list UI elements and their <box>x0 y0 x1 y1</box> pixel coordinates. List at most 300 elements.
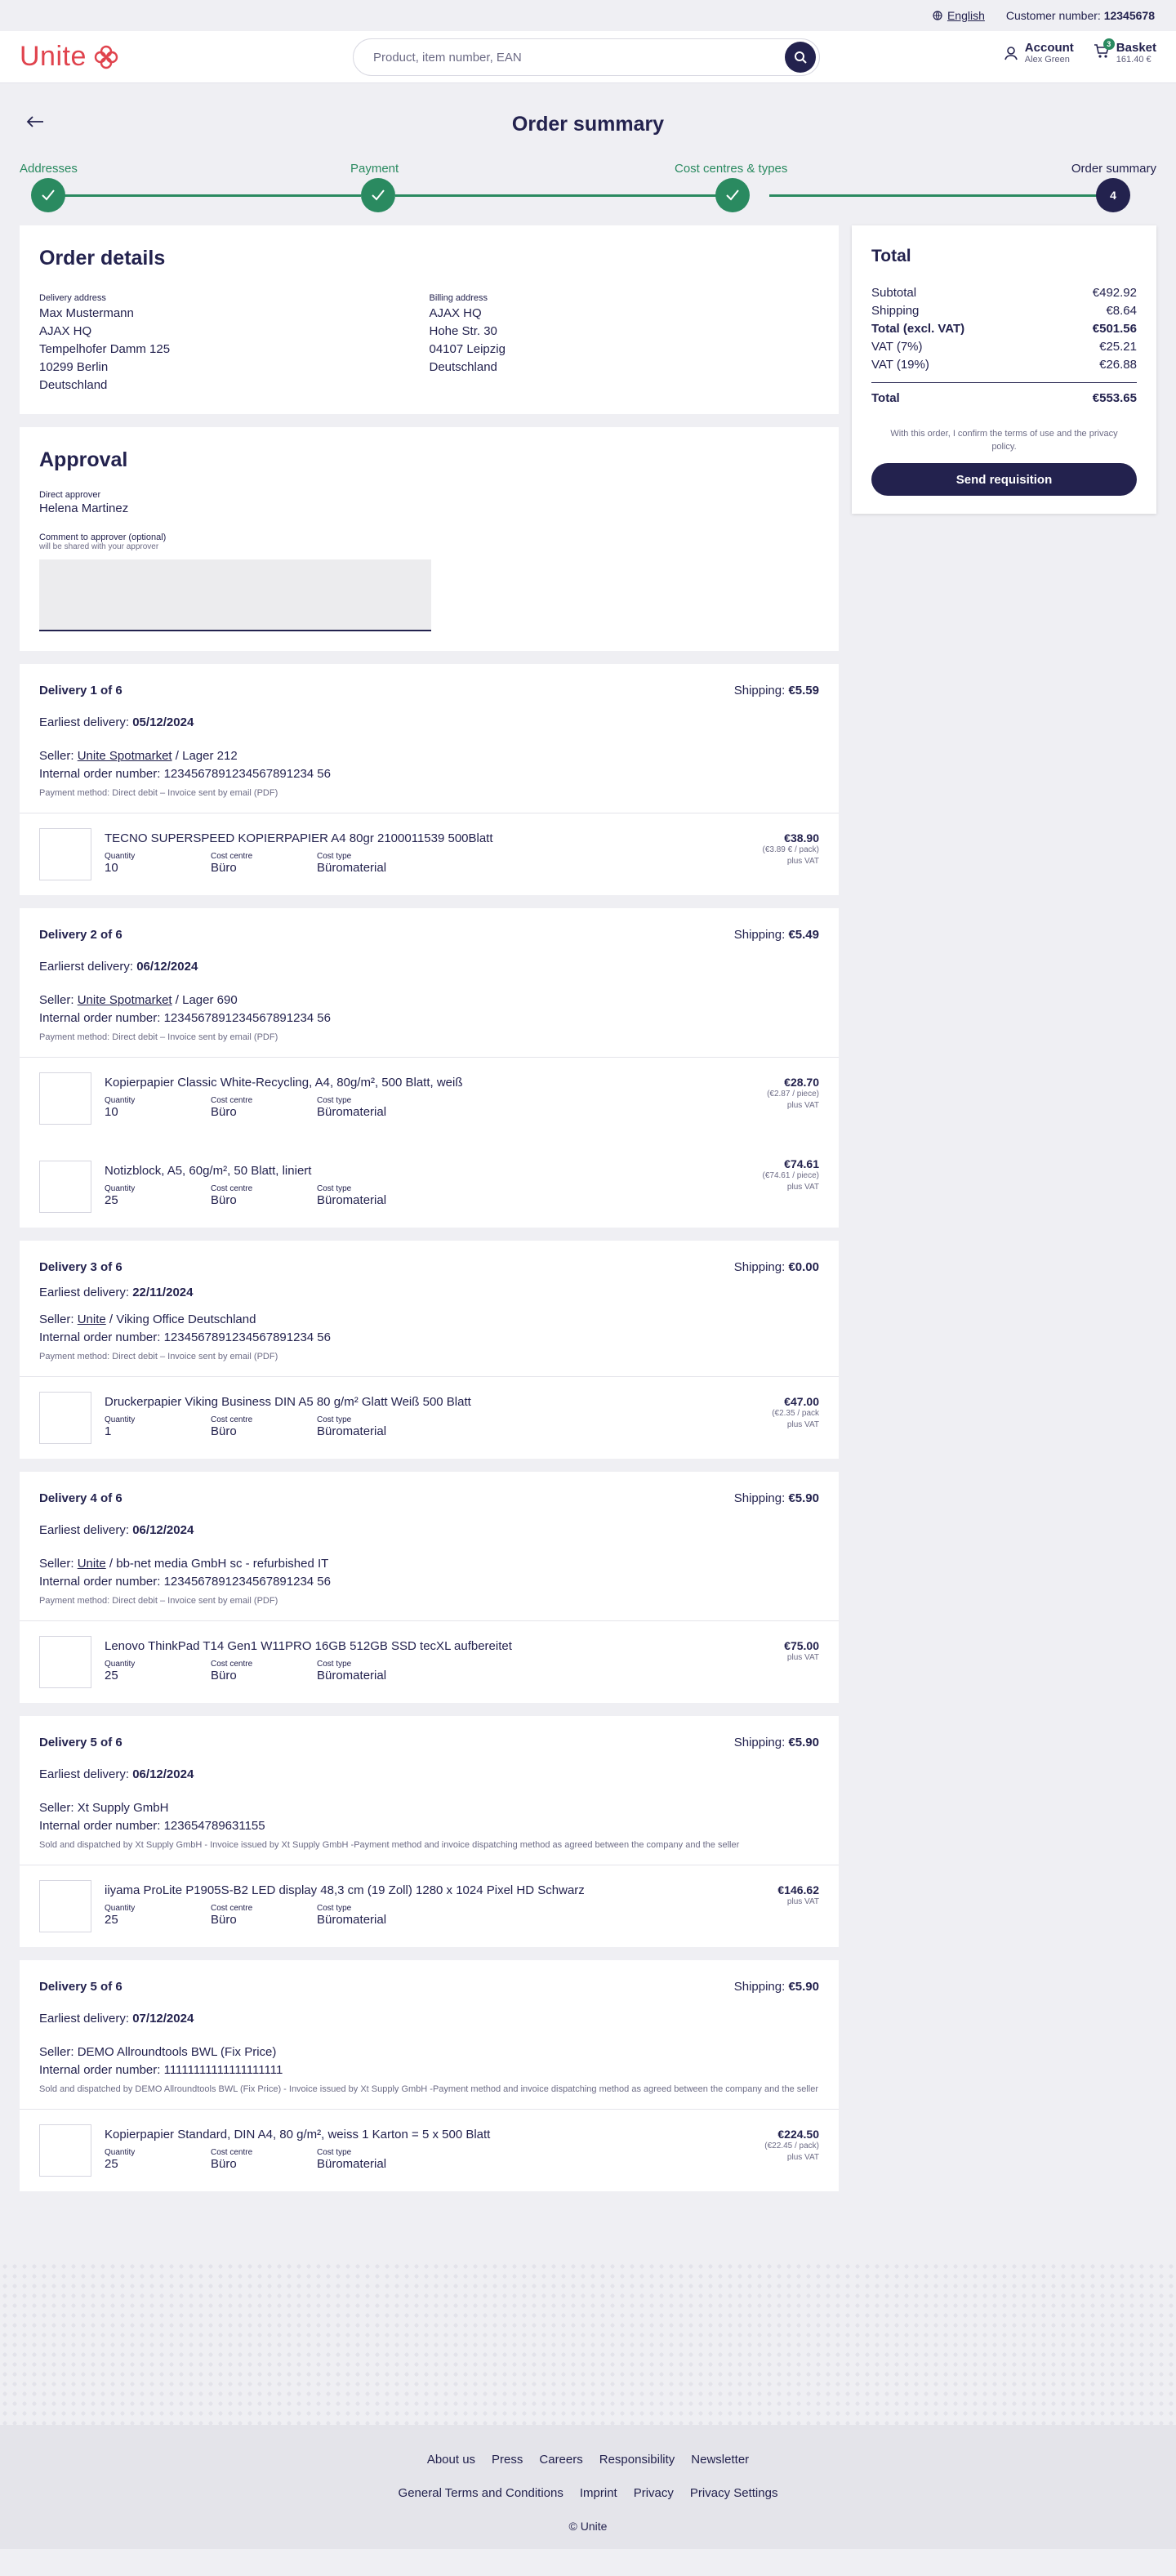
internal-order-number <box>39 1009 819 1027</box>
step-label-payment[interactable]: Payment <box>350 162 399 176</box>
quantity-label: Quantity <box>105 1660 136 1669</box>
internal-order-number <box>39 765 819 783</box>
basket-label: Basket <box>1116 41 1156 55</box>
product-name[interactable]: Druckerpapier Viking Business DIN A5 80 g/m² Glatt Weiß 500 Blatt <box>105 1395 471 1409</box>
cost-centre-field <box>211 1904 317 1927</box>
price-unit: (€2.35 / pack <box>772 1409 819 1418</box>
basket-count-badge: 3 <box>1103 38 1115 50</box>
shipping-label: Shipping: <box>733 1260 786 1274</box>
quantity-field <box>105 1660 211 1682</box>
page-title: Order summary <box>511 113 665 136</box>
seller-label: Seller: <box>39 1801 74 1815</box>
price-vat-note: plus VAT <box>786 1183 819 1192</box>
price-total: €75.00 <box>784 1639 819 1652</box>
cost-type-value: Büromaterial <box>317 1193 387 1207</box>
footer-link[interactable]: About us <box>426 2453 476 2467</box>
address-line: AJAX HQ <box>429 306 482 320</box>
price-unit: (€3.89 € / pack) <box>762 845 819 854</box>
price-vat-note: plus VAT <box>786 857 819 866</box>
total-label: VAT (7%) <box>871 340 923 354</box>
internal-order-label: Internal order number: <box>39 2063 161 2077</box>
arrow-left-icon <box>26 116 44 127</box>
cost-centre-label: Cost centre <box>211 1184 253 1193</box>
order-item <box>20 1621 839 1703</box>
shipping-value: €5.59 <box>788 684 819 697</box>
earliest-date: 07/12/2024 <box>132 2012 194 2026</box>
item-attributes <box>105 1415 471 1438</box>
cost-centre-field <box>211 852 317 875</box>
cost-type-label: Cost type <box>317 1184 352 1193</box>
item-attributes <box>105 2148 490 2171</box>
user-icon <box>1004 46 1018 60</box>
delivery-header <box>20 1241 839 1377</box>
basket-button[interactable] <box>1094 41 1156 65</box>
send-requisition-button[interactable]: Send requisition <box>871 463 1137 496</box>
internal-order-label: Internal order number: <box>39 767 161 781</box>
delivery-card <box>20 908 839 1228</box>
total-value: €492.92 <box>1092 286 1137 300</box>
cost-centre-value: Büro <box>211 1105 237 1119</box>
internal-order-number <box>39 1817 819 1835</box>
deliveries-list <box>20 664 839 2191</box>
cost-type-field <box>317 1096 423 1119</box>
approval-card <box>20 427 839 651</box>
grand-total-row <box>871 382 1137 408</box>
footer-link[interactable]: Privacy Settings <box>689 2486 778 2500</box>
cost-centre-value: Büro <box>211 2157 237 2171</box>
cost-centre-value: Büro <box>211 1669 237 1682</box>
shipping-label: Shipping: <box>733 1980 786 1994</box>
search-button[interactable] <box>785 42 816 73</box>
internal-order-label: Internal order number: <box>39 1330 161 1344</box>
seller-link[interactable]: Unite <box>77 1557 106 1571</box>
cost-type-value: Büromaterial <box>317 1105 387 1119</box>
cost-type-value: Büromaterial <box>317 1669 387 1682</box>
approver-name: Helena Martinez <box>39 501 129 515</box>
item-info <box>105 828 493 880</box>
cost-type-value: Büromaterial <box>317 1913 387 1927</box>
total-label: VAT (19%) <box>871 358 929 372</box>
utility-bar <box>0 0 1176 31</box>
cost-type-label: Cost type <box>317 1415 352 1424</box>
seller-name: Xt Supply GmbH <box>77 1801 169 1815</box>
quantity-value: 25 <box>105 1193 118 1207</box>
earliest-label: Earliest delivery: <box>39 1767 130 1781</box>
delivery-address <box>39 293 430 394</box>
item-attributes <box>105 1660 512 1682</box>
payment-method-note: Payment method: Direct debit – Invoice sent by email (PDF) <box>39 1032 278 1042</box>
step-label-order-summary: Order summary <box>1071 162 1156 176</box>
cost-type-value: Büromaterial <box>317 1424 387 1438</box>
delivery-card <box>20 1960 839 2191</box>
total-value: €8.64 <box>1106 304 1137 318</box>
shipping-value: €5.49 <box>788 928 819 942</box>
delivery-title-row <box>39 1736 819 1749</box>
price-total: €146.62 <box>777 1883 819 1896</box>
internal-order-label: Internal order number: <box>39 1819 161 1833</box>
delivery-title: Delivery 5 of 6 <box>39 1980 122 1994</box>
footer-link[interactable]: Imprint <box>579 2486 617 2500</box>
step-addresses-done[interactable] <box>31 178 65 212</box>
earliest-label: Earlierst delivery: <box>39 960 134 974</box>
earliest-delivery <box>39 715 819 729</box>
billing-address-label: Billing address <box>429 293 488 303</box>
site-header <box>0 31 1176 83</box>
quantity-value: 10 <box>105 1105 118 1119</box>
item-attributes <box>105 1904 585 1927</box>
delivery-title: Delivery 3 of 6 <box>39 1260 122 1274</box>
order-details-title: Order details <box>39 247 166 270</box>
item-info <box>105 1392 471 1444</box>
item-price <box>763 831 819 867</box>
footer-link[interactable]: General Terms and Conditions <box>398 2486 564 2500</box>
internal-order-value: 123654789631155 <box>163 1819 265 1833</box>
check-icon <box>42 189 55 201</box>
cost-centre-label: Cost centre <box>211 1096 253 1105</box>
item-info <box>105 1161 423 1213</box>
quantity-value: 10 <box>105 861 118 875</box>
basket-total: 161.40 € <box>1116 55 1152 65</box>
internal-order-value: 1234567891234567891234 56 <box>163 1330 331 1344</box>
seller-line <box>39 1555 819 1573</box>
logo-icon <box>93 44 119 70</box>
delivery-header <box>20 1960 839 2110</box>
approval-title: Approval <box>39 448 128 471</box>
footer-pattern <box>0 2262 1176 2425</box>
internal-order-number <box>39 1573 819 1591</box>
earliest-date: 05/12/2024 <box>132 715 194 729</box>
order-item <box>20 1865 839 1947</box>
cost-type-value: Büromaterial <box>317 2157 387 2171</box>
earliest-date: 06/12/2024 <box>136 960 198 974</box>
item-price <box>772 1395 819 1431</box>
search-placeholder: Product, item number, EAN <box>373 50 522 65</box>
address-line: Max Mustermann <box>39 306 134 320</box>
footer-link[interactable]: Privacy <box>633 2486 674 2500</box>
payment-method-note: Sold and dispatched by Xt Supply GmbH - Invoice issued by Xt Supply GmbH -Payment method and invoice dispatching method as agreed between the company and the seller <box>39 1840 740 1850</box>
cost-type-label: Cost type <box>317 1096 352 1105</box>
cost-type-field <box>317 1415 423 1438</box>
seller-name: DEMO Allroundtools BWL (Fix Price) <box>77 2045 277 2059</box>
seller-link[interactable]: Unite <box>77 1313 106 1326</box>
order-item <box>20 813 839 895</box>
total-value: €26.88 <box>1099 358 1137 372</box>
step-connector <box>769 194 1112 197</box>
checkout-stepper <box>20 162 1156 225</box>
earliest-delivery <box>39 1286 819 1299</box>
cost-type-field <box>317 2148 423 2171</box>
grand-total-label: Total <box>871 391 900 405</box>
total-label: Subtotal <box>871 286 917 300</box>
price-unit: (€74.61 / piece) <box>762 1171 819 1180</box>
product-name[interactable]: Lenovo ThinkPad T14 Gen1 W11PRO 16GB 512GB SSD tecXL aufbereitet <box>105 1639 512 1653</box>
quantity-field <box>105 1096 211 1119</box>
item-price <box>763 1157 820 1193</box>
delivery-shipping <box>734 1980 819 1994</box>
seller-name: / Lager 690 <box>172 993 238 1007</box>
delivery-shipping <box>734 928 819 942</box>
delivery-header <box>20 664 839 813</box>
order-item <box>20 1058 839 1139</box>
price-total: €47.00 <box>784 1395 819 1408</box>
item-info <box>105 1880 585 1932</box>
delivery-title: Delivery 5 of 6 <box>39 1736 122 1749</box>
seller-line <box>39 747 819 765</box>
seller-line <box>39 992 819 1009</box>
address-line: Tempelhofer Damm 125 <box>39 342 171 356</box>
quantity-value: 25 <box>105 1913 118 1927</box>
product-image[interactable] <box>39 1392 91 1444</box>
address-line: 10299 Berlin <box>39 360 109 374</box>
delivery-header <box>20 1472 839 1621</box>
delivery-title-row <box>39 1260 819 1274</box>
approver-label: Direct approver <box>39 490 101 500</box>
logo[interactable] <box>20 41 119 73</box>
seller-link[interactable]: Unite Spotmarket <box>77 993 172 1007</box>
product-image[interactable] <box>39 828 91 880</box>
footer-link[interactable]: Responsibility <box>599 2453 675 2467</box>
order-item <box>20 1377 839 1459</box>
cost-centre-field <box>211 1660 317 1682</box>
cost-centre-label: Cost centre <box>211 1415 253 1424</box>
quantity-field <box>105 1184 211 1207</box>
cost-type-label: Cost type <box>317 852 352 861</box>
address-line: AJAX HQ <box>39 324 92 338</box>
delivery-card <box>20 1472 839 1703</box>
delivery-card <box>20 1716 839 1947</box>
footer-link[interactable]: Newsletter <box>691 2453 750 2467</box>
total-value: €501.56 <box>1092 322 1137 336</box>
price-unit: (€2.87 / piece) <box>767 1090 819 1099</box>
product-name[interactable]: iiyama ProLite P1905S-B2 LED display 48,3 cm (19 Zoll) 1280 x 1024 Pixel HD Schwarz <box>105 1883 585 1897</box>
quantity-value: 25 <box>105 2157 118 2171</box>
price-vat-note: plus VAT <box>786 2153 819 2162</box>
cost-centre-value: Büro <box>211 1424 237 1438</box>
shipping-label: Shipping: <box>733 1491 786 1505</box>
quantity-field <box>105 2148 211 2171</box>
language-label[interactable]: English <box>947 9 985 22</box>
shipping-label: Shipping: <box>733 684 786 697</box>
delivery-card <box>20 1241 839 1459</box>
globe-icon <box>933 11 942 20</box>
shipping-label: Shipping: <box>733 928 786 942</box>
address-line: Hohe Str. 30 <box>429 324 497 338</box>
totals-title: Total <box>871 247 911 265</box>
cost-centre-label: Cost centre <box>211 1660 253 1669</box>
internal-order-value: 1234567891234567891234 56 <box>163 1011 331 1025</box>
product-name[interactable]: Kopierpapier Standard, DIN A4, 80 g/m², weiss 1 Karton = 5 x 500 Blatt <box>105 2128 491 2141</box>
item-attributes <box>105 852 493 875</box>
cost-type-field <box>317 1660 423 1682</box>
footer-links-legal <box>0 2486 1176 2500</box>
internal-order-number <box>39 2061 819 2079</box>
cost-centre-label: Cost centre <box>211 852 253 861</box>
item-price <box>767 1076 819 1112</box>
total-label: Shipping <box>871 304 920 318</box>
comment-hint: will be shared with your approver <box>39 542 159 551</box>
delivery-shipping <box>734 1491 819 1505</box>
back-button[interactable] <box>26 116 44 130</box>
price-vat-note: plus VAT <box>786 1653 819 1662</box>
seller-label: Seller: <box>39 1313 74 1326</box>
total-row <box>871 302 1137 320</box>
cost-centre-field <box>211 1184 317 1207</box>
cost-type-label: Cost type <box>317 2148 352 2157</box>
step-label-cost-centres[interactable]: Cost centres & types <box>675 162 788 176</box>
step-cost-centres-done[interactable] <box>715 178 750 212</box>
logo-text: Unite <box>20 41 87 72</box>
delivery-header <box>20 1716 839 1865</box>
delivery-address-label: Delivery address <box>39 293 106 303</box>
cost-type-value: Büromaterial <box>317 861 387 875</box>
footer-link[interactable]: Careers <box>539 2453 583 2467</box>
price-vat-note: plus VAT <box>786 1897 819 1906</box>
cost-centre-value: Büro <box>211 1913 237 1927</box>
item-info <box>105 2124 490 2177</box>
search-icon <box>794 51 807 64</box>
order-item <box>20 1139 839 1228</box>
cost-type-field <box>317 1184 423 1207</box>
item-price <box>784 1639 819 1664</box>
seller-label: Seller: <box>39 2045 74 2059</box>
earliest-label: Earliest delivery: <box>39 2012 130 2026</box>
account-user: Alex Green <box>1024 55 1070 65</box>
quantity-label: Quantity <box>105 1415 136 1424</box>
earliest-date: 06/12/2024 <box>132 1523 194 1537</box>
copyright: © Unite <box>568 2520 608 2533</box>
delivery-title-row <box>39 684 819 697</box>
earliest-label: Earliest delivery: <box>39 715 130 729</box>
cost-centre-label: Cost centre <box>211 1904 253 1913</box>
shipping-value: €5.90 <box>788 1980 819 1994</box>
delivery-shipping <box>734 1736 819 1749</box>
internal-order-label: Internal order number: <box>39 1575 161 1589</box>
item-attributes <box>105 1184 423 1207</box>
delivery-title-row <box>39 928 819 942</box>
seller-link[interactable]: Unite Spotmarket <box>77 749 172 763</box>
product-name[interactable]: Kopierpapier Classic White-Recycling, A4, 80g/m², 500 Blatt, weiß <box>105 1076 463 1090</box>
total-row <box>871 338 1137 356</box>
item-price <box>777 1883 819 1908</box>
delivery-card <box>20 664 839 895</box>
cost-type-label: Cost type <box>317 1660 352 1669</box>
account-label: Account <box>1024 41 1074 55</box>
payment-method-note: Payment method: Direct debit – Invoice sent by email (PDF) <box>39 1596 278 1606</box>
price-total: €28.70 <box>784 1076 819 1089</box>
total-row <box>871 320 1137 338</box>
address-line: Deutschland <box>39 378 108 392</box>
product-image[interactable] <box>39 1636 91 1688</box>
quantity-label: Quantity <box>105 1904 136 1913</box>
quantity-field <box>105 1904 211 1927</box>
earliest-delivery <box>39 960 819 974</box>
cost-centre-value: Büro <box>211 861 237 875</box>
payment-method-note: Payment method: Direct debit – Invoice sent by email (PDF) <box>39 1352 278 1362</box>
price-vat-note: plus VAT <box>786 1101 819 1110</box>
cost-centre-field <box>211 2148 317 2171</box>
account-button[interactable] <box>1004 41 1074 65</box>
total-label: Total (excl. VAT) <box>871 322 965 336</box>
earliest-label: Earliest delivery: <box>39 1286 130 1299</box>
seller-line <box>39 1311 819 1329</box>
product-name[interactable]: TECNO SUPERSPEED KOPIERPAPIER A4 80gr 2100011539 500Blatt <box>105 831 493 845</box>
delivery-title: Delivery 1 of 6 <box>39 684 122 697</box>
item-attributes <box>105 1096 463 1119</box>
delivery-title: Delivery 2 of 6 <box>39 928 122 942</box>
product-image[interactable] <box>39 1880 91 1932</box>
cost-centre-field <box>211 1096 317 1119</box>
quantity-label: Quantity <box>105 852 136 861</box>
product-image[interactable] <box>39 1161 91 1213</box>
cost-centre-value: Büro <box>211 1193 237 1207</box>
grand-total-value: €553.65 <box>1092 391 1137 405</box>
earliest-delivery <box>39 1523 819 1537</box>
seller-line <box>39 2043 819 2061</box>
price-unit: (€22.45 / pack) <box>764 2141 819 2150</box>
product-image[interactable] <box>39 1072 91 1125</box>
cost-type-label: Cost type <box>317 1904 352 1913</box>
delivery-title: Delivery 4 of 6 <box>39 1491 122 1505</box>
price-total: €38.90 <box>784 831 819 845</box>
price-total: €224.50 <box>777 2128 819 2141</box>
check-icon <box>372 189 385 201</box>
search-input[interactable] <box>353 38 820 76</box>
language-selector[interactable] <box>933 9 985 22</box>
site-footer <box>0 2425 1176 2549</box>
footer-link[interactable]: Press <box>492 2453 523 2467</box>
address-line: Deutschland <box>429 360 497 374</box>
product-name[interactable]: Notizblock, A5, 60g/m², 50 Blatt, liniert <box>105 1164 312 1178</box>
terms-note: With this order, I confirm the terms of use and the privacy policy. <box>890 429 1118 452</box>
quantity-field <box>105 1415 211 1438</box>
step-payment-done[interactable] <box>361 178 395 212</box>
seller-name: / bb-net media GmbH sc - refurbished IT <box>105 1557 329 1571</box>
step-label-addresses[interactable]: Addresses <box>20 162 78 176</box>
price-vat-note: plus VAT <box>786 1420 819 1429</box>
total-row <box>871 356 1137 374</box>
total-row <box>871 284 1137 302</box>
internal-order-value: 11111111111111111111 <box>163 2063 283 2077</box>
cost-type-field <box>317 852 423 875</box>
item-info <box>105 1072 463 1125</box>
quantity-label: Quantity <box>105 1184 136 1193</box>
check-icon <box>726 189 739 201</box>
shipping-value: €5.90 <box>788 1736 819 1749</box>
payment-method-note: Sold and dispatched by DEMO Allroundtools BWL (Fix Price) - Invoice issued by Xt Supply GmbH -Payment method and invoice dispatching method as agreed between the company and the seller <box>39 2084 819 2094</box>
seller-label: Seller: <box>39 1557 74 1571</box>
payment-method-note: Payment method: Direct debit – Invoice sent by email (PDF) <box>39 788 278 798</box>
cost-centre-field <box>211 1415 317 1438</box>
delivery-shipping <box>734 1260 819 1274</box>
step-order-summary-current: 4 <box>1096 178 1130 212</box>
earliest-date: 22/11/2024 <box>132 1286 194 1299</box>
earliest-delivery <box>39 2012 819 2026</box>
order-item <box>20 2110 839 2191</box>
billing-address <box>430 293 820 394</box>
earliest-label: Earliest delivery: <box>39 1523 130 1537</box>
comment-textarea[interactable] <box>39 559 431 631</box>
quantity-value: 1 <box>105 1424 112 1438</box>
seller-name: / Lager 212 <box>172 749 238 763</box>
customer-number: Customer number: 12345678 <box>1005 9 1155 22</box>
shipping-label: Shipping: <box>733 1736 786 1749</box>
seller-label: Seller: <box>39 993 74 1007</box>
step-connector <box>54 194 361 197</box>
earliest-delivery <box>39 1767 819 1781</box>
delivery-title-row <box>39 1491 819 1505</box>
product-image[interactable] <box>39 2124 91 2177</box>
delivery-shipping <box>734 684 819 697</box>
